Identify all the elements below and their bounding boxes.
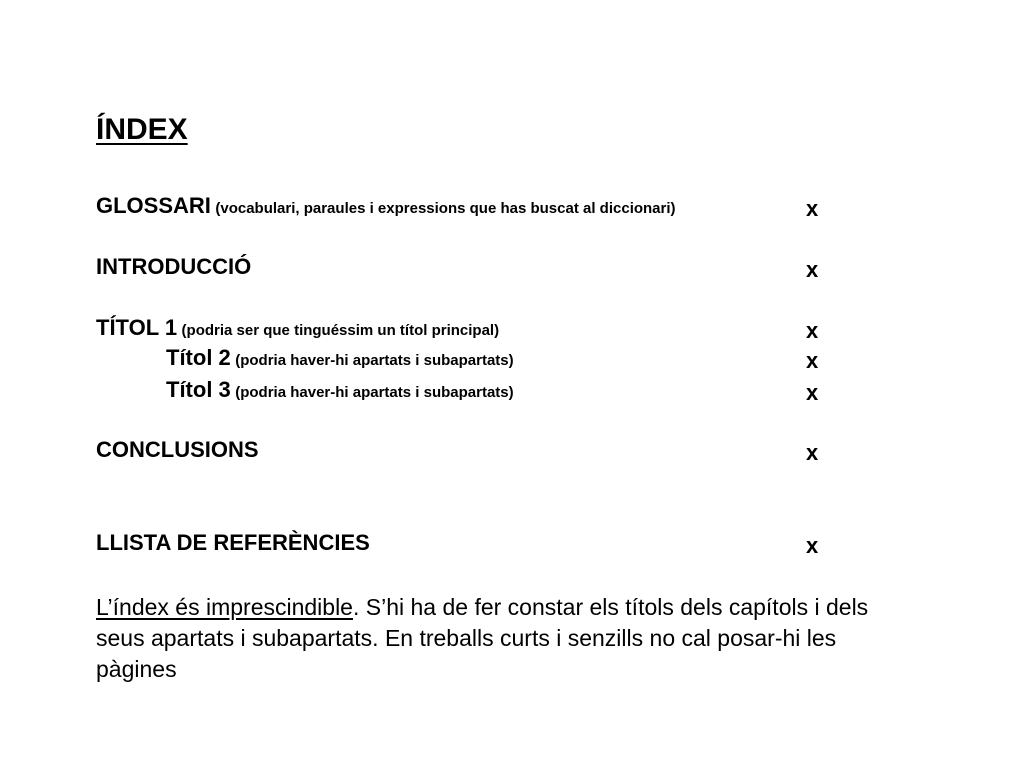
toc-entry-titol-3 <box>96 377 836 409</box>
toc-entry-page: x <box>806 196 819 221</box>
toc-entry-page: x <box>806 440 819 465</box>
toc-entry-page: x <box>806 380 819 405</box>
toc-entry-titol-2 <box>96 345 836 377</box>
toc-entry-page: x <box>806 348 819 373</box>
toc-entry-page: x <box>806 318 819 343</box>
toc-entry-description: (podria haver-hi apartats i subapartats) <box>235 384 514 401</box>
toc-entry-label <box>166 374 514 409</box>
toc-entry-referencies <box>96 530 836 562</box>
index-note <box>96 592 896 685</box>
toc-entry-title: Títol 3 <box>166 377 231 402</box>
toc-entry-description: (podria haver-hi apartats i subapartats) <box>235 352 514 369</box>
index-note-emphasis: L’índex és imprescindible <box>96 594 353 620</box>
toc-entry-title: INTRODUCCIÓ <box>96 254 252 279</box>
index-note-text: . S’hi ha de fer constar els títols dels capítols i dels seus apartats i subapartats. En treballs curts i senzills no cal posar-hi les pàgines <box>96 594 869 682</box>
toc-entry-title: Títol 2 <box>166 345 231 370</box>
toc-entry-label <box>96 190 676 225</box>
toc-entry-label <box>96 434 259 469</box>
toc-entry-title: GLOSSARI <box>96 193 211 218</box>
toc-entry-label <box>166 342 514 377</box>
toc-entry-title: LLISTA DE REFERÈNCIES <box>96 530 370 555</box>
toc-entry-description: (vocabulari, paraules i expressions que has buscat al diccionari) <box>215 200 676 217</box>
slide-title: ÍNDEX <box>96 113 188 146</box>
toc-entry-page: x <box>806 257 819 282</box>
toc-entry-label <box>96 251 251 286</box>
toc-entry-title: CONCLUSIONS <box>96 437 259 462</box>
toc-entry-description: (podria ser que tinguéssim un títol principal) <box>181 322 500 339</box>
toc-entry-glossari <box>96 193 836 225</box>
toc-entry-page: x <box>806 533 819 558</box>
toc-entry-label <box>96 527 370 562</box>
toc-entry-conclusions <box>96 437 836 469</box>
toc-entry-introduccio <box>96 254 836 286</box>
toc-entry-title: TÍTOL 1 <box>96 315 178 340</box>
